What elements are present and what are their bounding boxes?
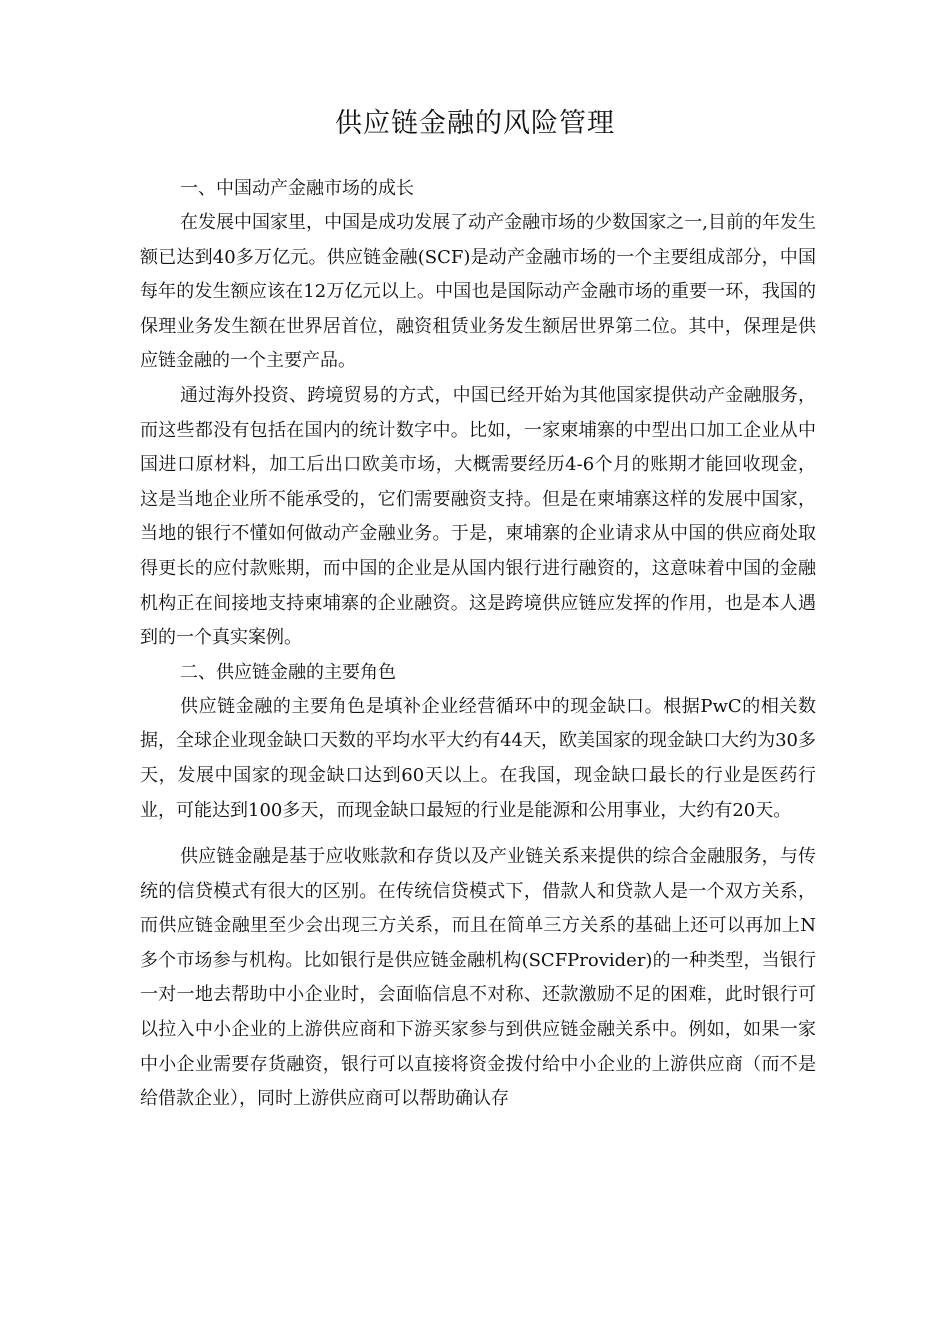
paragraph: 供应链金融的主要角色是填补企业经营循环中的现金缺口。根据PwC的相关数据，全球企业现金缺口天数的平均水平大约有44天，欧美国家的现金缺口大约为30多天，发展中国家的现金缺口达到60天以上。在我国，现金缺口最长的行业是医药行业，可能达到100多天，而现金缺口最短的行业是能源和公用事业，大约有20天。: [140, 695, 816, 821]
paragraph: 在发展中国家里，中国是成功发展了动产金融市场的少数国家之一,目前的年发生额已达到40多万亿元。供应链金融(SCF)是动产金融市场的一个主要组成部分，中国每年的发生额应该在12万亿元以上。中国也是国际动产金融市场的重要一环，我国的保理业务发生额在世界居首位，融资租赁业务发生额居世界第二位。其中，保理是供应链金融的一个主要产品。: [140, 212, 816, 372]
section-heading: 一、中国动产金融市场的成长: [180, 178, 414, 199]
paragraph-gap: [140, 828, 816, 840]
page-title: 供应链金融的风险管理: [335, 108, 615, 139]
paragraph: 通过海外投资、跨境贸易的方式，中国已经开始为其他国家提供动产金融服务，而这些都没有包括在国内的统计数字中。比如，一家柬埔寨的中型出口加工企业从中国进口原材料，加工后出口欧美市场，大概需要经历4-6个月的账期才能回收现金，这是当地企业所不能承受的，它们需要融资支持。但是在柬埔寨这样的发展中国家，当地的银行不懂如何做动产金融业务。于是，柬埔寨的企业请求从中国的供应商处取得更长的应付款账期，而中国的企业是从国内银行进行融资的，这意味着中国的金融机构正在间接地支持柬埔寨的企业融资。这是跨境供应链应发挥的作用，也是本人遇到的一个真实案例。: [140, 384, 816, 649]
section-heading: 二、供应链金融的主要角色: [180, 661, 396, 683]
document-body: [140, 172, 816, 1117]
paragraph: 供应链金融是基于应收账款和存货以及产业链关系来提供的综合金融服务，与传统的信贷模式有很大的区别。在传统信贷模式下，借款人和贷款人是一个双方关系，而供应链金融里至少会出现三方关系，而且在简单三方关系的基础上还可以再加上N多个市场参与机构。比如银行是供应链金融机构(SCFProvider)的一种类型，当银行一对一地去帮助中小企业时，会面临信息不对称、还款激励不足的困难，此时银行可以拉入中小企业的上游供应商和下游买家参与到供应链金融关系中。例如，如果一家中小企业需要存货融资，银行可以直接将资金拨付给中小企业的上游供应商（而不是给借款企业），同时上游供应商可以帮助确认存: [140, 846, 816, 1110]
